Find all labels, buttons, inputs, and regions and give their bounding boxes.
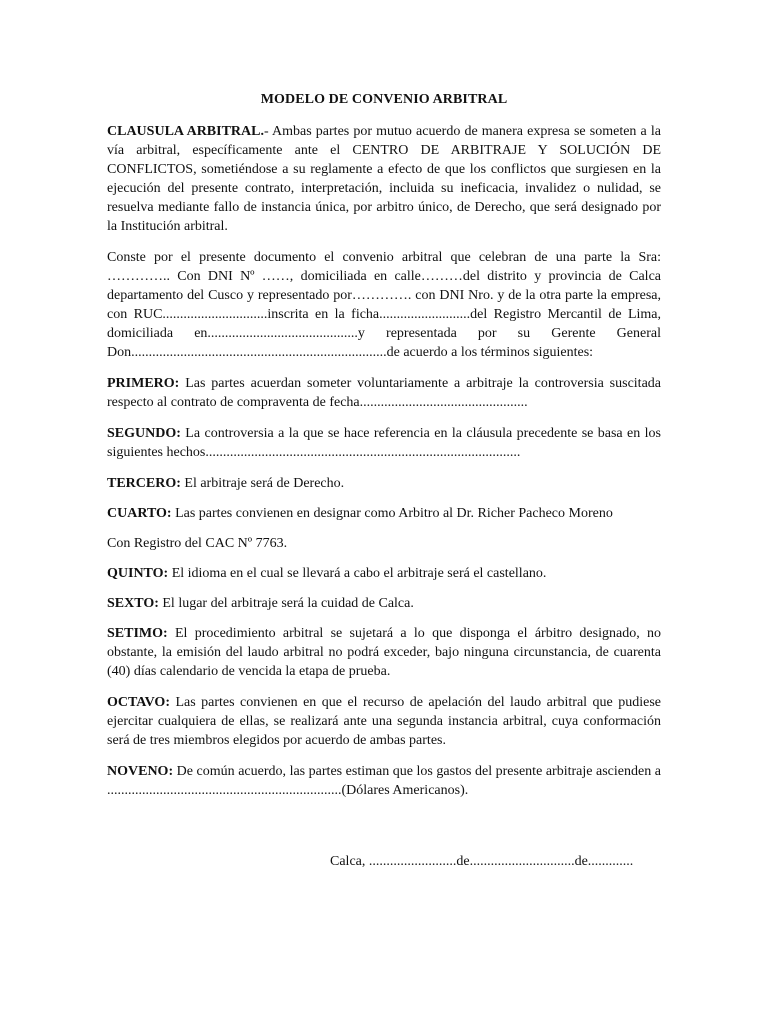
cuarto-text: Las partes convienen en designar como Arbitro al Dr. Richer Pacheco Moreno (171, 506, 613, 521)
setimo-label: SETIMO: (107, 626, 168, 641)
document-title: MODELO DE CONVENIO ARBITRAL (260, 92, 508, 107)
noveno-text: De común acuerdo, las partes estiman que los gastos del presente arbitraje ascienden a ...................................................................(Dólares Americanos). (107, 764, 661, 798)
segundo-paragraph (107, 424, 661, 462)
sexto-text: El lugar del arbitraje será la cuidad de Calca. (158, 596, 414, 611)
registro-paragraph: Con Registro del CAC Nº 7763. (107, 536, 288, 551)
cuarto-paragraph (107, 504, 661, 523)
quinto-paragraph (107, 564, 661, 583)
quinto-label: QUINTO: (107, 566, 169, 581)
setimo-paragraph (107, 624, 661, 681)
date-signature-line: Calca, .........................de..............................de............. (330, 854, 634, 869)
conste-paragraph: Conste por el presente documento el convenio arbitral que celebran de una parte la Sra: ………….. Con DNI Nº ……, domiciliada en calle………del distrito y provincia de Calca departamento del Cusco y representado por…………. con DNI Nro. y de la otra parte la empresa, con RUC..............................inscrita en la ficha..........................del Registro Mercantil de Lima, domiciliada en...........................................y representada por su Gerente General Don.........................................................................de acuerdo a los términos siguientes: (107, 250, 661, 360)
setimo-text: El procedimiento arbitral se sujetará a lo que disponga el árbitro designado, no obstante, la emisión del laudo arbitral no podrá exceder, bajo ninguna circunstancia, de cuarenta (40) días calendario de vencida la etapa de prueba. (107, 626, 661, 679)
clausula-text: - Ambas partes por mutuo acuerdo de manera expresa se someten a la vía arbitral, específicamente ante el CENTRO DE ARBITRAJE Y SOLUCIÓN DE CONFLICTOS, sometiéndose a su reglamente a efecto de que los conflictos que surgiesen en la ejecución del presente contrato, interpretación, incluida su ineficacia, invalidez o nulidad, se resuelva mediante fallo de instancia única, por arbitro único, de Derecho, que será designado por la Institución arbitral. (107, 124, 661, 234)
cuarto-label: CUARTO: (107, 506, 172, 521)
segundo-label: SEGUNDO: (107, 426, 181, 441)
segundo-text: La controversia a la que se hace referencia en la cláusula precedente se basa en los siguientes hechos.......................................................................................... (107, 426, 661, 460)
primero-text: Las partes acuerdan someter voluntariamente a arbitraje la controversia suscitada respecto al contrato de compraventa de fecha................................................ (107, 376, 661, 410)
octavo-paragraph (107, 693, 661, 750)
tercero-text: El arbitraje será de Derecho. (180, 476, 345, 491)
tercero-paragraph (107, 474, 661, 493)
primero-paragraph (107, 374, 661, 412)
tercero-label: TERCERO: (107, 476, 181, 491)
clausula-label: CLAUSULA ARBITRAL. (107, 124, 264, 139)
sexto-label: SEXTO: (107, 596, 159, 611)
primero-label: PRIMERO: (107, 376, 180, 391)
octavo-label: OCTAVO: (107, 695, 170, 710)
noveno-paragraph (107, 762, 661, 800)
sexto-paragraph (107, 594, 661, 613)
clausula-arbitral-paragraph (107, 122, 661, 236)
quinto-text: El idioma en el cual se llevará a cabo el arbitraje será el castellano. (168, 566, 547, 581)
noveno-label: NOVENO: (107, 764, 174, 779)
octavo-text: Las partes convienen en que el recurso de apelación del laudo arbitral que pudiese ejercitar cualquiera de ellas, se realizará ante una segunda instancia arbitral, cuya conformación será de tres miembros elegidos por acuerdo de ambas partes. (107, 695, 661, 748)
